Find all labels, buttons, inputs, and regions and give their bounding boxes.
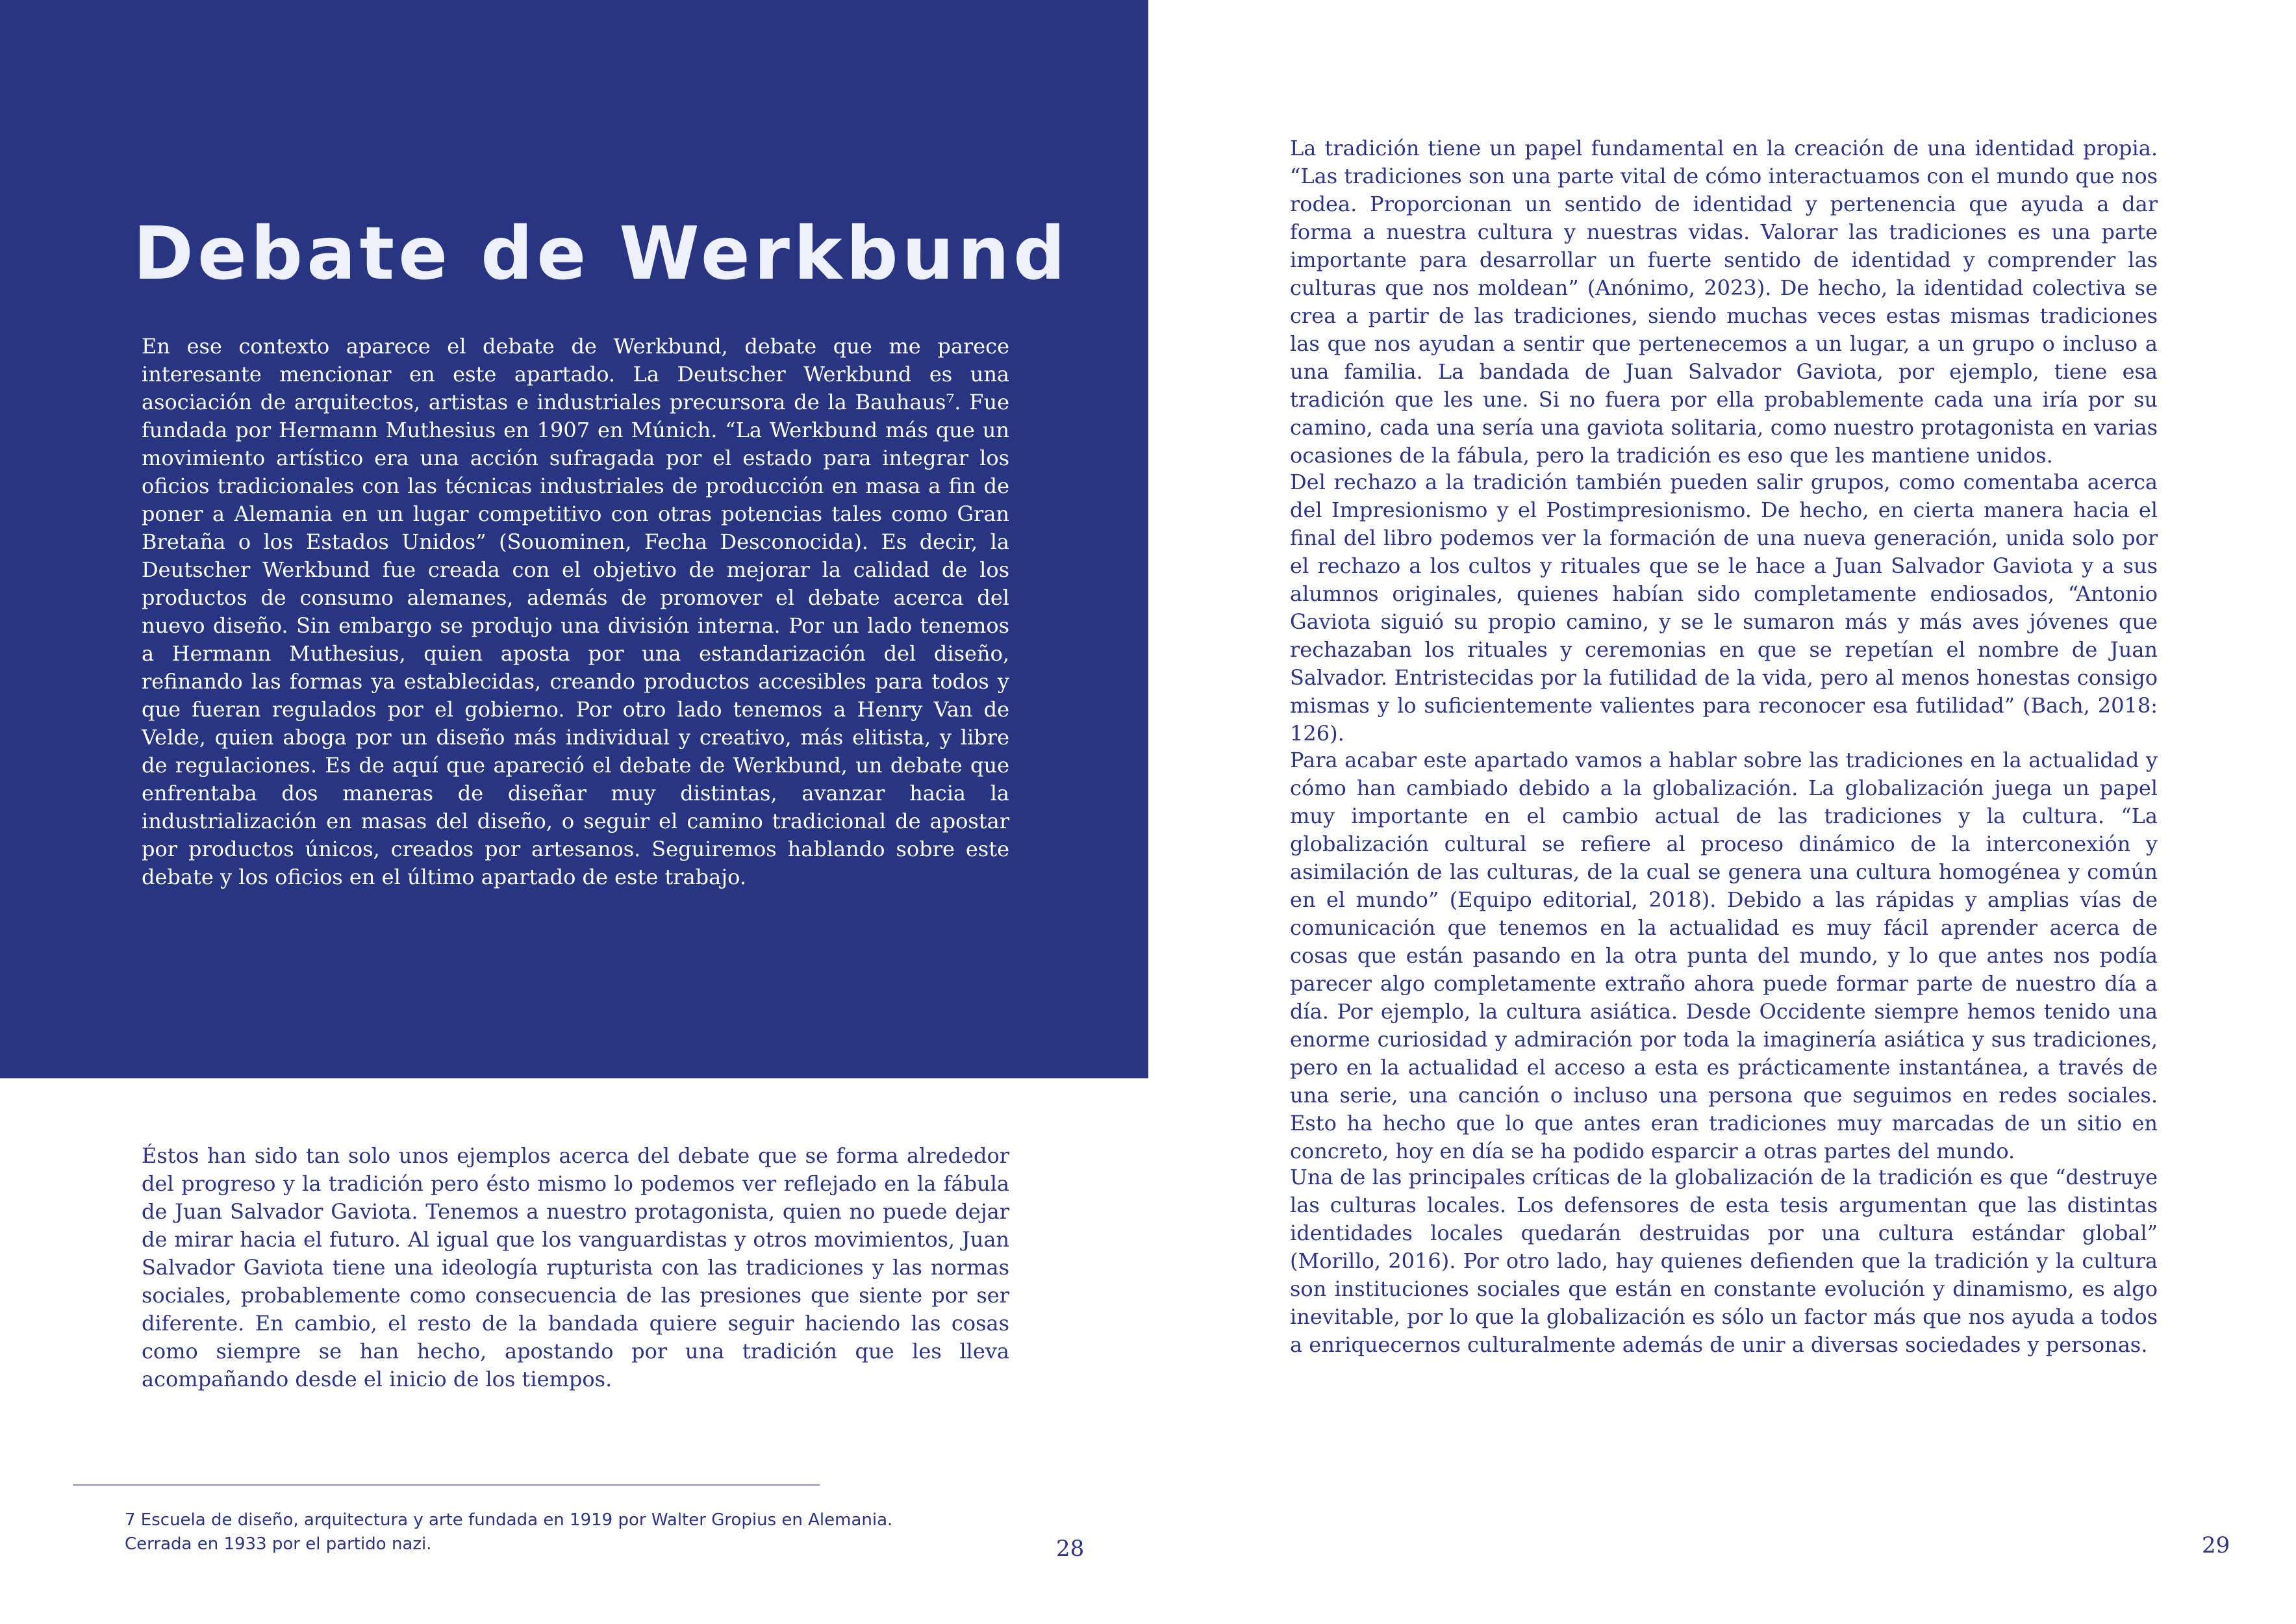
body-paragraph: Éstos han sido tan solo unos ejemplos acerca del debate que se forma alrededor del progreso y la tradición pero ésto mismo lo podemos ver reflejado en la fábula de Juan Salvador Gaviota. Tenemos a nuestro protagonista, quien no puede dejar de mirar hacia el futuro. Al igual que los vanguardistas y otros movimientos, Juan Salvador Gaviota tiene una ideología rupturista con las tradiciones y las normas sociales, probablemente como consecuencia de las presiones que siente por ser diferente. En cambio, el resto de la bandada quiere seguir haciendo las cosas como siempre se han hecho, apostando por una tradición que les lleva acompañando desde el inicio de los tiempos. bbox=[142, 1143, 1009, 1391]
page-number: 28 bbox=[1056, 1536, 1085, 1562]
intro-paragraph: En ese contexto aparece el debate de Werkbund, debate que me parece interesante mencionar en este apartado. La Deutscher Werkbund es una asociación de arquitectos, artistas e industriales precursora de la Bauhaus⁷. Fue fundada por Hermann Muthesius en 1907 en Múnich. “La Werkbund más que un movimiento artístico era una acción sufragada por el estado para integrar los oficios tradicionales con las técnicas industriales de producción en masa a fin de poner a Alemania en un lugar competitivo con otras potencias tales como Gran Bretaña o los Estados Unidos” (Souominen, Fecha Desconocida). Es decir, la Deutscher Werkbund fue creada con el objetivo de mejorar la calidad de los productos de consumo alemanes, además de promover el debate acerca del nuevo diseño. Sin embargo se produjo una división interna. Por un lado tenemos a Hermann Muthesius, quien aposta por una estandarización del diseño, refinando las formas ya establecidas, creando productos accesibles para todos y que fueran regulados por el gobierno. Por otro lado tenemos a Henry Van de Velde, quien aboga por un diseño más individual y creativo, más elitista, y libre de regulaciones. Es de aquí que apareció el debate de Werkbund, un debate que enfrentaba dos maneras de diseñar muy distintas, avanzar hacia la industrialización en masas del diseño, o seguir el camino tradicional de apostar por productos únicos, creados por artesanos. Seguiremos hablando sobre este debate y los oficios en el último apartado de este trabajo. bbox=[142, 334, 1009, 889]
page-number: 29 bbox=[2202, 1532, 2230, 1558]
blue-header-block bbox=[0, 0, 1148, 1078]
body-paragraph: Para acabar este apartado vamos a hablar sobre las tradiciones en la actualidad y cómo han cambiado debido a la globalización. La globalización juega un papel muy importante en el cambio actual de las tradiciones y la cultura. “La globalización cultural se refiere al proceso dinámico de la interconexión y asimilación de las culturas, de la cual se genera una cultura homogénea y común en el mundo” (Equipo editorial, 2018). Debido a las rápidas y amplias vías de comunicación que tenemos en la actualidad es muy fácil aprender acerca de cosas que están pasando en la otra punta del mundo, y lo que antes nos podía parecer algo completamente extraño ahora puede formar parte de nuestro día a día. Por ejemplo, la cultura asiática. Desde Occidente siempre hemos tenido una enorme curiosidad y admiración por toda la imaginería asiática y sus tradiciones, pero en la actualidad el acceso a esta es prácticamente instantánea, a través de una serie, una canción o incluso una persona que seguimos en redes sociales. Esto ha hecho que lo que antes eran tradiciones muy marcadas de un sitio en concreto, hoy en día se ha podido esparcir a otras partes del mundo. bbox=[1290, 748, 2158, 1163]
footnote-divider bbox=[73, 1484, 820, 1486]
footnote: 7 Escuela de diseño, arquitectura y arte fundada en 1919 por Walter Gropius en Alemania. Cerrada en 1933 por el partido nazi. bbox=[125, 1510, 893, 1554]
right-page bbox=[1148, 0, 2296, 1624]
section-title: Debate de Werkbund bbox=[133, 212, 1070, 296]
body-paragraph: Una de las principales críticas de la globalización de la tradición es que “destruye las culturas locales. Los defensores de esta tesis argumentan que las distintas identidades locales quedarán destruidas por una cultura estándar global” (Morillo, 2016). Por otro lado, hay quienes defienden que la tradición y la cultura son instituciones sociales que están en constante evolución y dinamismo, es algo inevitable, por lo que la globalización es sólo un factor más que nos ayuda a todos a enriquecernos culturalmente además de unir a diversas sociedades y personas. bbox=[1290, 1165, 2158, 1357]
body-paragraph: La tradición tiene un papel fundamental en la creación de una identidad propia. “Las tradiciones son una parte vital de cómo interactuamos con el mundo que nos rodea. Proporcionan un sentido de identidad y pertenencia que ayuda a dar forma a nuestra cultura y nuestras vidas. Valorar las tradiciones es una parte importante para desarrollar un fuerte sentido de identidad y comprender las culturas que nos moldean” (Anónimo, 2023). De hecho, la identidad colectiva se crea a partir de las tradiciones, siendo muchas veces estas mismas tradiciones las que nos ayudan a sentir que pertenecemos a un lugar, a un grupo o incluso a una familia. La bandada de Juan Salvador Gaviota, por ejemplo, tiene esa tradición que les une. Si no fuera por ella probablemente cada una iría por su camino, cada una sería una gaviota solitaria, como nuestro protagonista en varias ocasiones de la fábula, pero la tradición es eso que les mantiene unidos. bbox=[1290, 136, 2158, 468]
body-paragraph: Del rechazo a la tradición también pueden salir grupos, como comentaba acerca del Impresionismo y el Postimpresionismo. De hecho, en cierta manera hacia el final del libro podemos ver la formación de una nueva generación, unida solo por el rechazo a los cultos y rituales que se le hace a Juan Salvador Gaviota y a sus alumnos originales, quienes habían sido completamente endiosados, “Antonio Gaviota siguió su propio camino, y se le sumaron más y más aves jóvenes que rechazaban los rituales y ceremonias en que se repetían el nombre de Juan Salvador. Entristecidas por la futilidad de la vida, pero al menos honestas consigo mismas y lo suficientemente valientes para reconocer esa futilidad” (Bach, 2018: 126). bbox=[1290, 470, 2158, 746]
